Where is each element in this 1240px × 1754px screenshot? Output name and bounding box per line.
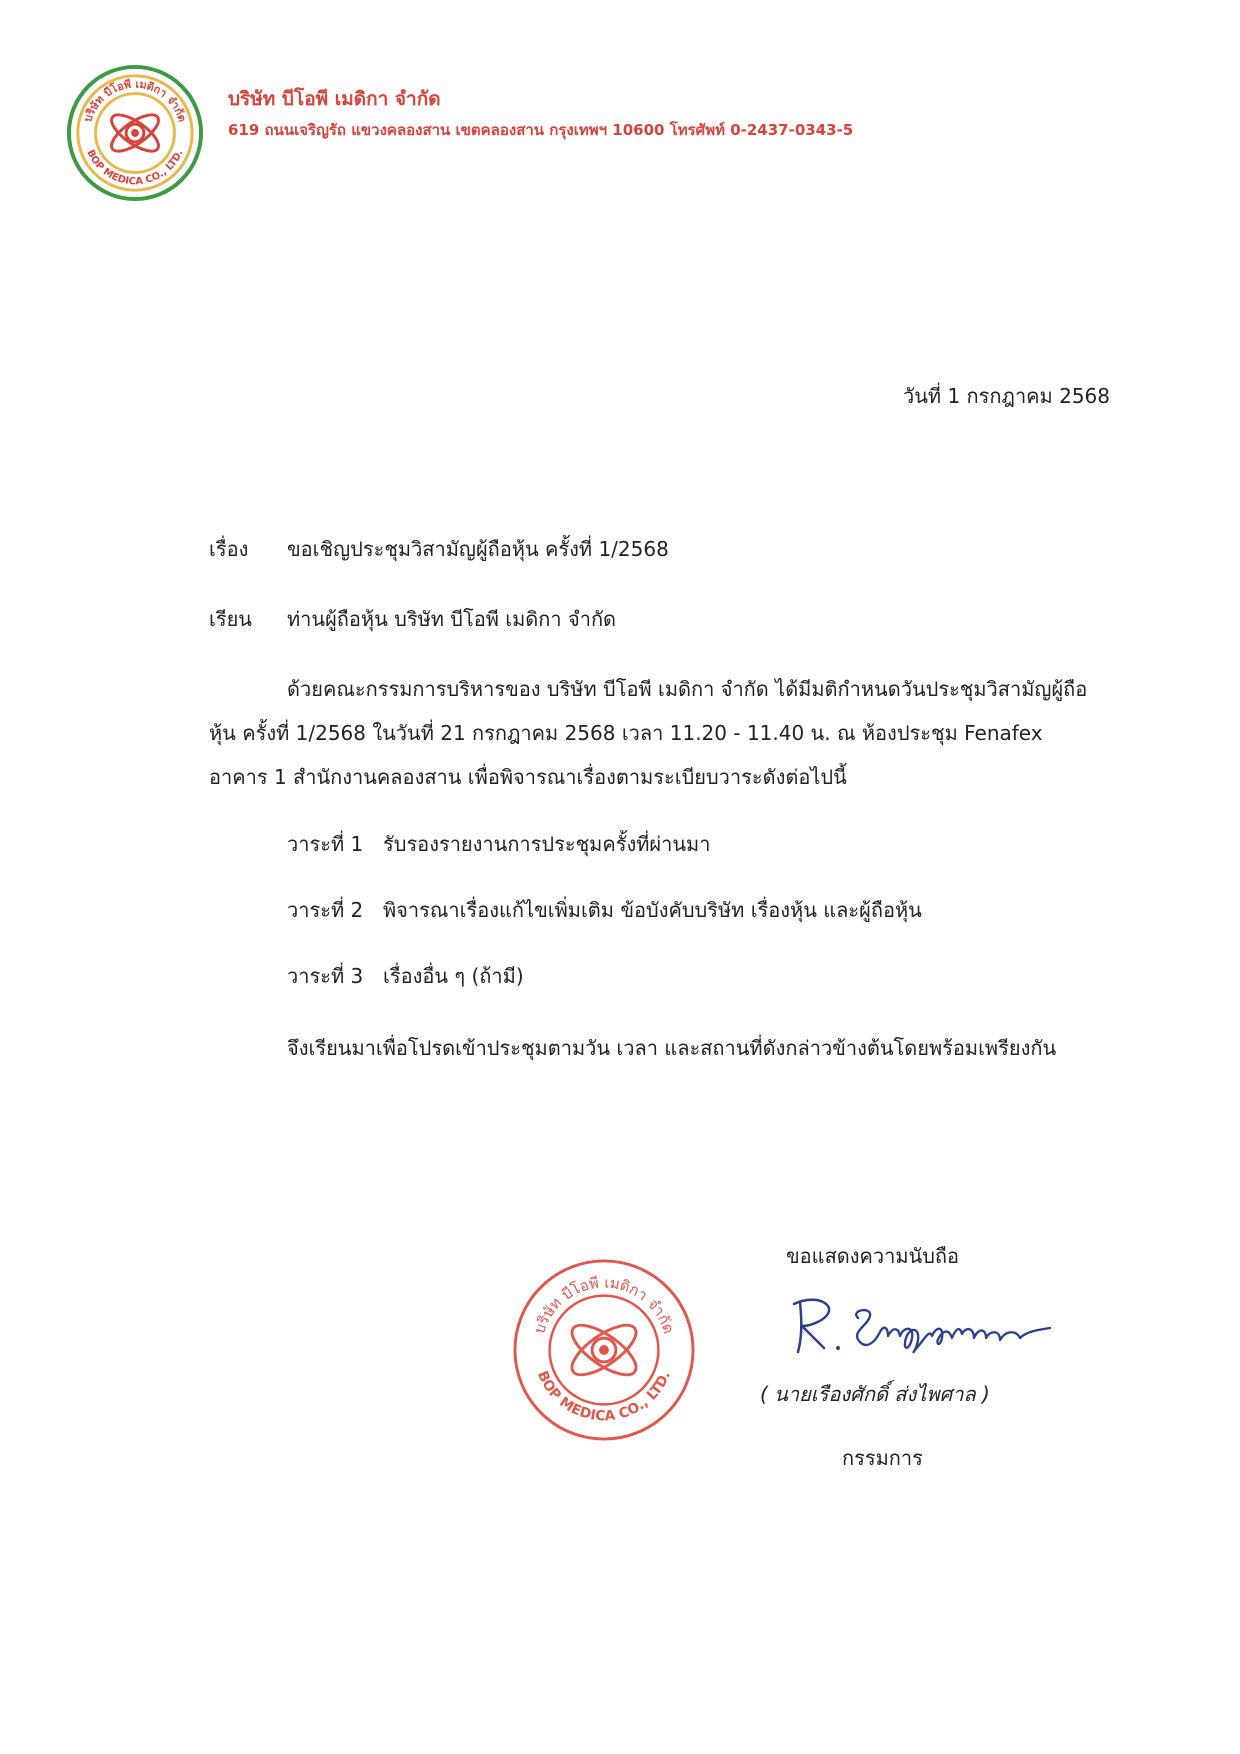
agenda-item-2-number: วาระที่ 2 [287, 898, 364, 922]
subject-label: เรื่อง [209, 537, 249, 561]
company-stamp [510, 1256, 698, 1444]
stamp-top-text: บริษัท บีโอพี เมดิกา จำกัด [531, 1274, 677, 1336]
agenda-item-3-text: เรื่องอื่น ๆ (ถ้ามี) [383, 964, 524, 988]
svg-text:BOP MEDICA CO., LTD. [534, 1369, 674, 1425]
svg-text:บริษัท บีโอพี เมดิกา จำกัด [531, 1275, 677, 1336]
agenda-item-1-text: รับรองรายงานการประชุมครั้งที่ผ่านมา [383, 832, 711, 856]
body-line-3: อาคาร 1 สำนักงานคลองสาน เพื่อพิจารณาเรื่องตามระเบียบวาระดังต่อไปนี้ [209, 765, 847, 789]
stamp-bottom-text: BOP MEDICA CO., LTD. [533, 1368, 675, 1425]
company-address: 619 ถนนเจริญรัถ แขวงคลองสาน เขตคลองสาน กรุงเทพฯ 10600 โทรศัพท์ 0-2437-0343-5 [228, 121, 854, 139]
recipient-text: ท่านผู้ถือหุ้น บริษัท บีโอพี เมดิกา จำกัด [287, 607, 617, 631]
company-logo [66, 64, 204, 202]
recipient-label: เรียน [209, 607, 252, 631]
company-name: บริษัท บีโอพี เมดิกา จำกัด [228, 88, 441, 110]
body-line-1: ด้วยคณะกรรมการบริหารของ บริษัท บีโอพี เมดิกา จำกัด ได้มีมติกำหนดวันประชุมวิสามัญผู้ถือ [287, 677, 1088, 701]
body-line-2: หุ้น ครั้งที่ 1/2568 ในวันที่ 21 กรกฎาคม 2568 เวลา 11.20 - 11.40 น. ณ ห้องประชุม Fenafex [209, 721, 1043, 745]
agenda-item-1-number: วาระที่ 1 [287, 832, 364, 856]
closing-paragraph: จึงเรียนมาเพื่อโปรดเข้าประชุมตามวัน เวลา และสถานที่ดังกล่าวข้างต้นโดยพร้อมเพรียงกัน [287, 1036, 1057, 1060]
agenda-item-2-text: พิจารณาเรื่องแก้ไขเพิ่มเติม ข้อบังคับบริษัท เรื่องหุ้น และผู้ถือหุ้น [383, 898, 922, 922]
logo-top-text: บริษัท บีโอพี เมดิกา จำกัด [81, 77, 189, 124]
signatory-title: กรรมการ [842, 1446, 923, 1470]
signatory-name: ( นายเรืองศักดิ์ ส่งไพศาล ) [760, 1382, 990, 1406]
agenda-item-3-number: วาระที่ 3 [287, 964, 364, 988]
closing-salutation: ขอแสดงความนับถือ [786, 1244, 960, 1268]
subject-text: ขอเชิญประชุมวิสามัญผู้ถือหุ้น ครั้งที่ 1/2568 [287, 537, 669, 561]
handwritten-signature [780, 1282, 1080, 1362]
letter-date: วันที่ 1 กรกฎาคม 2568 [903, 384, 1110, 408]
logo-bottom-text: BOP MEDICA CO., LTD. [84, 148, 186, 188]
